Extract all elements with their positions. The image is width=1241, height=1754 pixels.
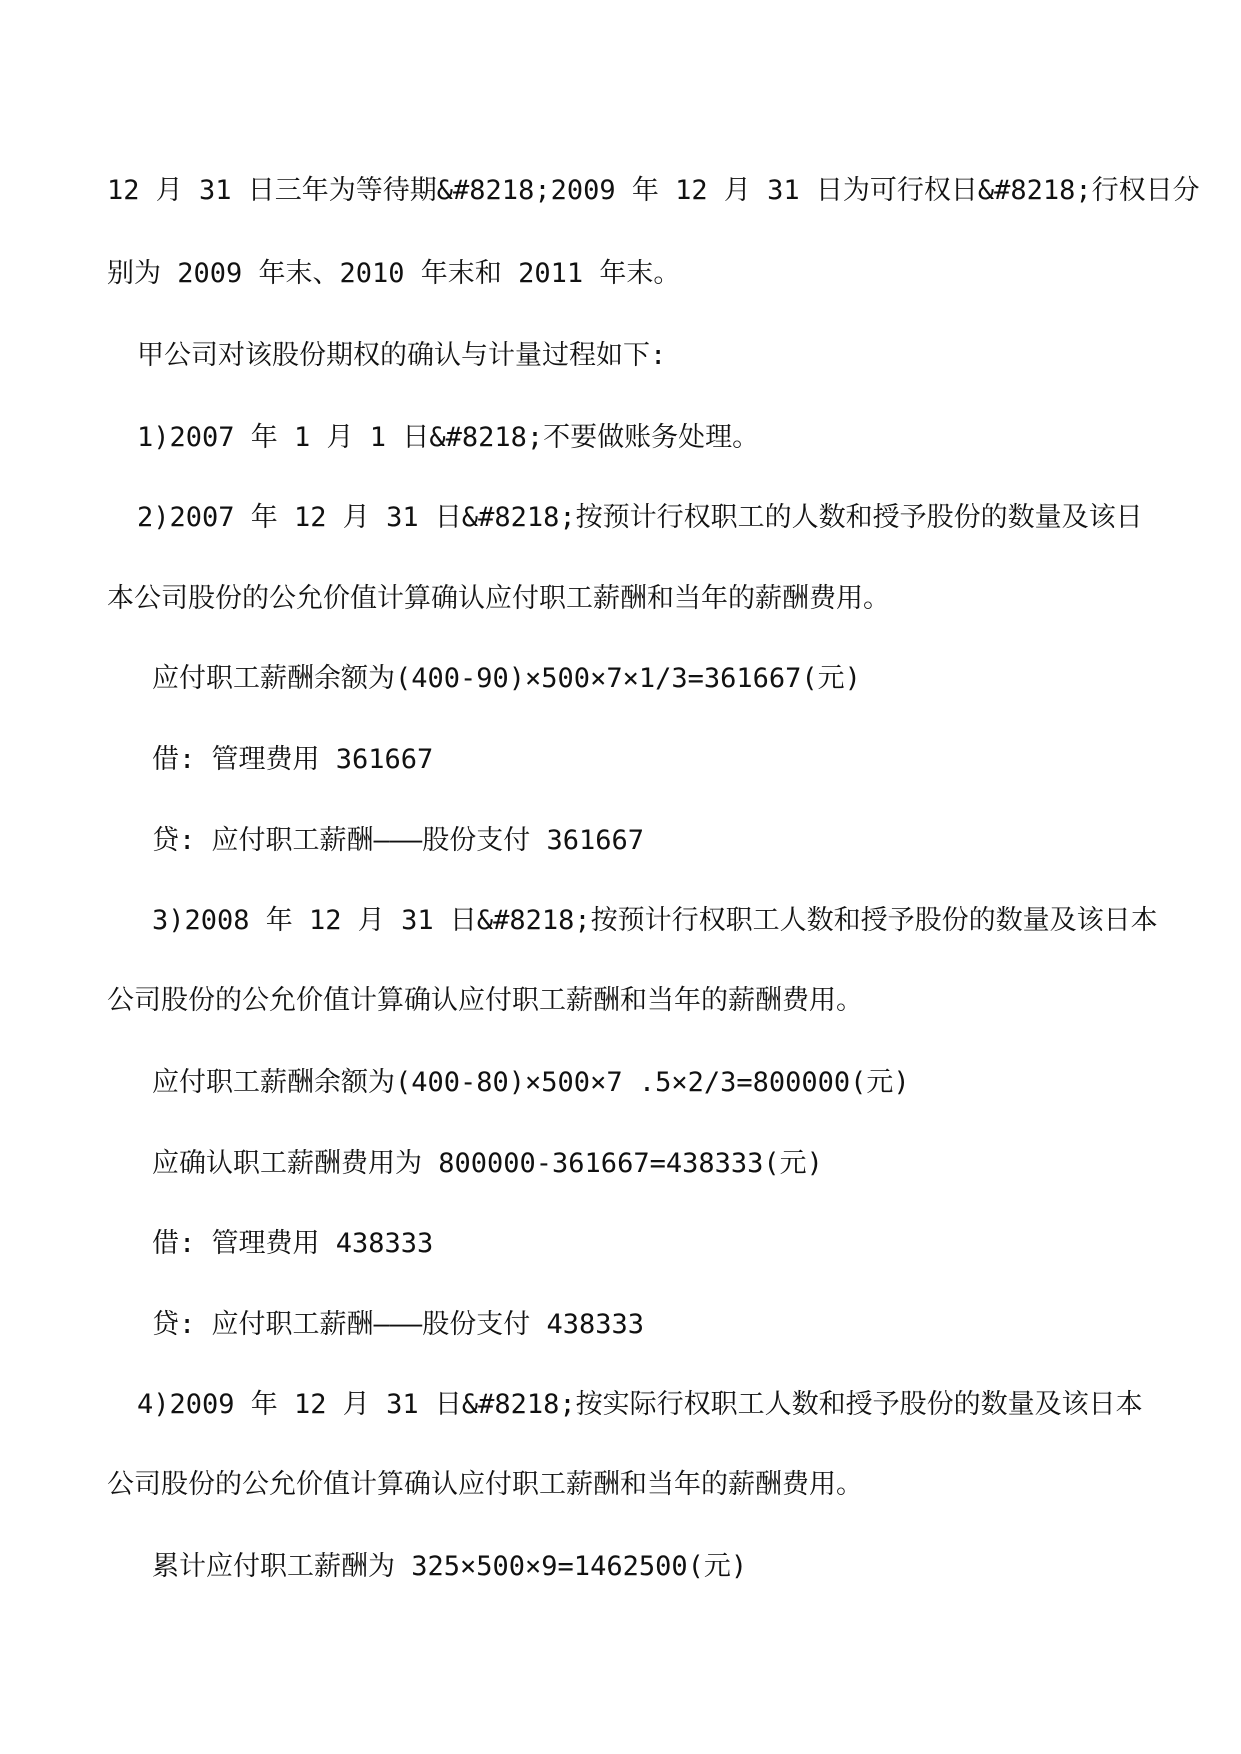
text-line: 4)2009 年 12 月 31 日&#8218;按实际行权职工人数和授予股份的数量及该日本 xyxy=(137,1389,1143,1420)
text-line: 公司股份的公允价值计算确认应付职工薪酬和当年的薪酬费用。 xyxy=(107,985,863,1016)
text-line: 公司股份的公允价值计算确认应付职工薪酬和当年的薪酬费用。 xyxy=(107,1469,863,1500)
text-line: 贷: 应付职工薪酬———股份支付 438333 xyxy=(152,1309,645,1340)
text-line: 12 月 31 日三年为等待期&#8218;2009 年 12 月 31 日为可行权日&#8218;行权日分 xyxy=(107,175,1200,206)
text-line: 3)2008 年 12 月 31 日&#8218;按预计行权职工人数和授予股份的数量及该日本 xyxy=(152,905,1158,936)
text-line: 2)2007 年 12 月 31 日&#8218;按预计行权职工的人数和授予股份的数量及该日 xyxy=(137,502,1143,533)
text-line: 别为 2009 年末、2010 年末和 2011 年末。 xyxy=(107,258,681,289)
text-line: 1)2007 年 1 月 1 日&#8218;不要做账务处理。 xyxy=(137,422,760,453)
text-line: 本公司股份的公允价值计算确认应付职工薪酬和当年的薪酬费用。 xyxy=(107,583,890,614)
text-line: 应确认职工薪酬费用为 800000-361667=438333(元) xyxy=(152,1148,823,1179)
text-line: 贷: 应付职工薪酬———股份支付 361667 xyxy=(152,825,645,856)
text-line: 应付职工薪酬余额为(400-80)×500×7 .5×2/3=800000(元) xyxy=(152,1067,910,1098)
text-line: 应付职工薪酬余额为(400-90)×500×7×1/3=361667(元) xyxy=(152,663,861,694)
text-line: 借: 管理费用 361667 xyxy=(152,744,434,775)
text-line: 甲公司对该股份期权的确认与计量过程如下: xyxy=(137,340,667,371)
text-line: 累计应付职工薪酬为 325×500×9=1462500(元) xyxy=(152,1551,748,1582)
text-line: 借: 管理费用 438333 xyxy=(152,1228,434,1259)
